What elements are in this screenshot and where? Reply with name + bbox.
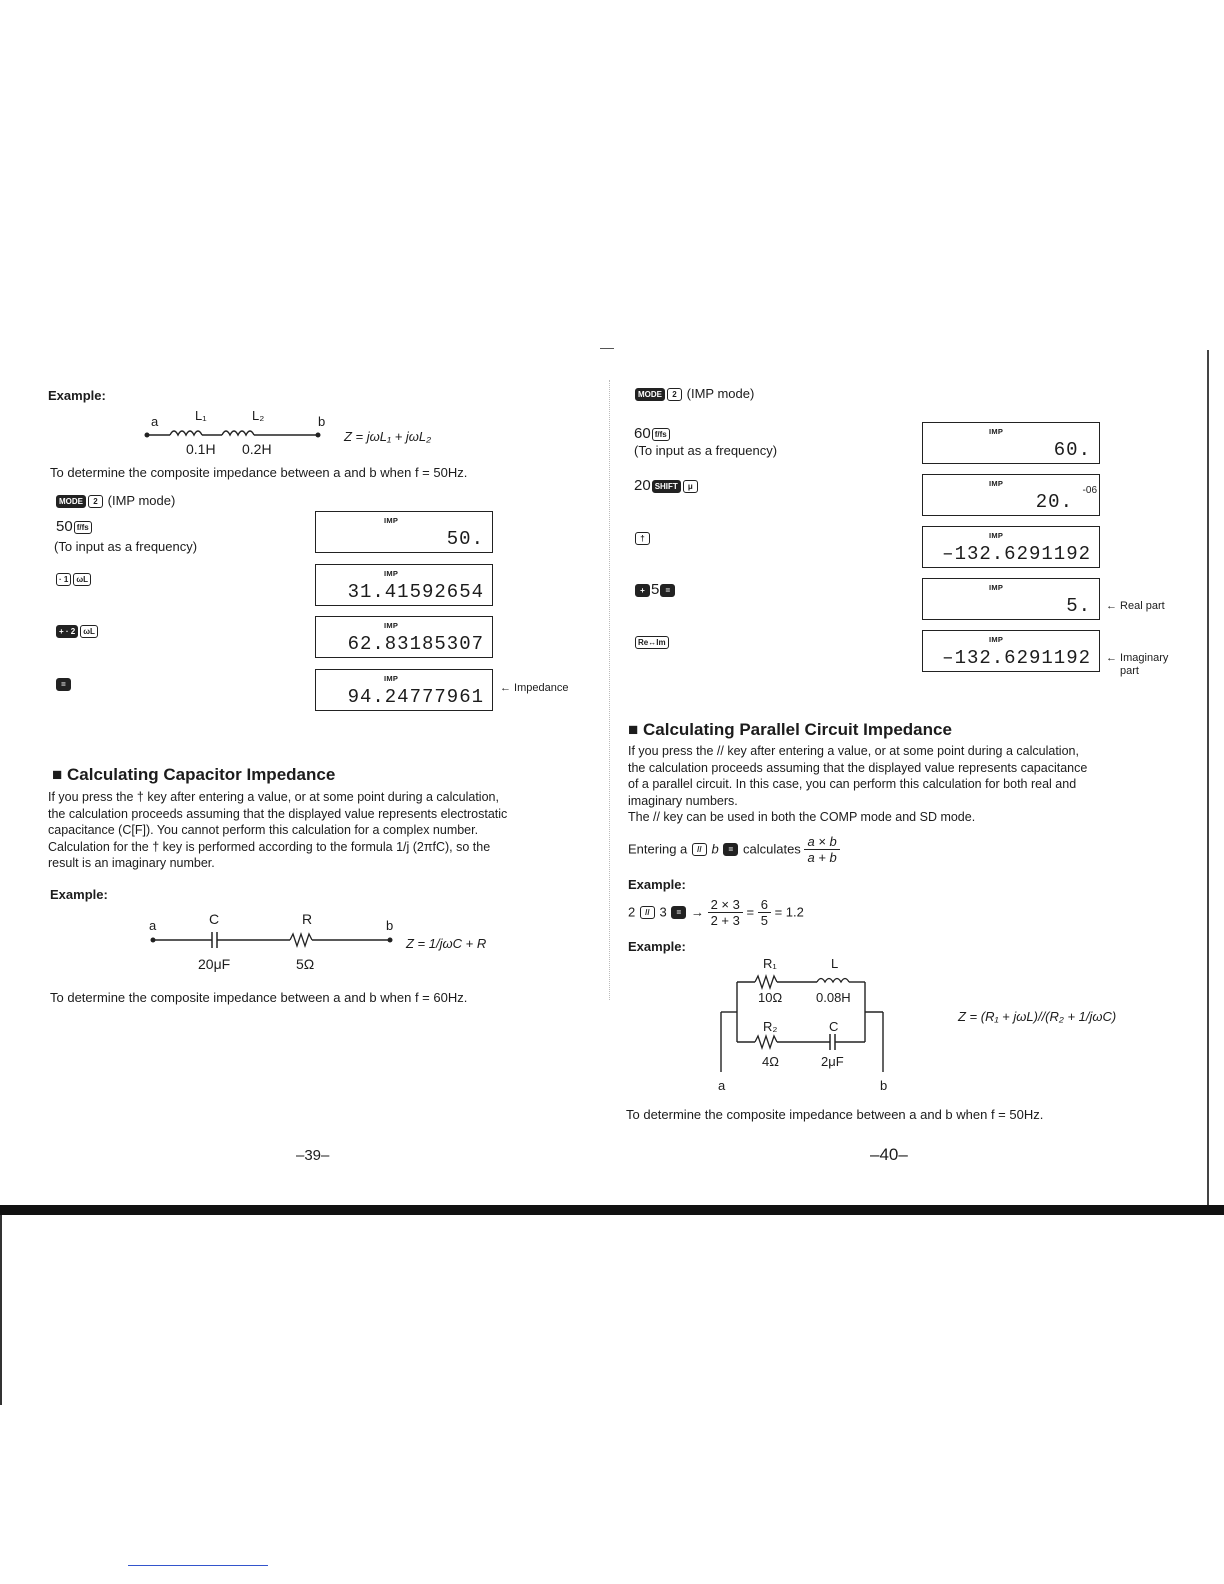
display-r1 <box>922 422 1100 464</box>
circuit3-R1: R₁ <box>763 956 777 971</box>
entering-frac-num: a × b <box>804 834 839 850</box>
display-1 <box>315 511 493 553</box>
example-label-1: Example: <box>48 388 106 403</box>
center-fold <box>609 380 611 1000</box>
cap-line-5: result is an imaginary number. <box>48 856 215 870</box>
display-r5 <box>922 630 1100 672</box>
ex1-fraction-1 <box>708 897 743 928</box>
circuit2-R-value: 5Ω <box>296 956 315 972</box>
step-60-note: (To input as a frequency) <box>634 443 778 458</box>
display-4 <box>315 669 493 711</box>
display-1-value: 50. <box>446 528 484 550</box>
re-im-key-icon: Re↔Im <box>635 636 669 649</box>
step-equals <box>55 676 72 692</box>
cap-line-4: Calculation for the † key is performed according to the formula 1/j (2πfC), so the <box>48 839 491 854</box>
display-r2-indicator: IMP <box>989 479 1004 488</box>
page-number-40: –40– <box>870 1145 908 1164</box>
display-4-indicator: IMP <box>384 674 399 683</box>
real-part-label: ← Real part <box>1106 600 1165 612</box>
cap-line-3: capacitance (C[F]). You cannot perform this calculation for a complex number. <box>48 823 479 837</box>
circuit1-node-b: b <box>318 414 326 429</box>
display-r3-indicator: IMP <box>989 531 1004 540</box>
parallel-key-icon-2: // <box>640 906 655 919</box>
step-plus-dot-2 <box>55 623 99 639</box>
display-r4-value: 5. <box>1066 595 1091 617</box>
ex1-pre: 2 <box>628 904 636 920</box>
mode-text-right: (IMP mode) <box>686 386 755 401</box>
mode-key: MODE <box>56 495 86 508</box>
ex1-fraction-2 <box>758 897 771 928</box>
parallel-heading: ■ Calculating Parallel Circuit Impedance <box>628 720 952 739</box>
top-center-mark <box>600 348 614 349</box>
right-edge-line <box>1207 350 1209 1210</box>
circuit3-C: C <box>829 1019 839 1034</box>
capacitor-key-icon: † <box>635 532 650 545</box>
display-r3 <box>922 526 1100 568</box>
parallel-circuit-diagram <box>715 970 895 1080</box>
step-20-digits: 20 <box>634 477 651 494</box>
step-re-im <box>634 634 670 650</box>
circuit3-node-a: a <box>718 1078 726 1093</box>
circuit2-formula: Z = 1/jωC + R <box>406 936 487 951</box>
par-line-4: imaginary numbers. <box>628 793 738 808</box>
two-key: 2 <box>88 495 103 508</box>
display-3-indicator: IMP <box>384 621 399 630</box>
step-cap-key <box>634 530 651 546</box>
example-parallel-calc: 2 // 3 = → $\frac{2 \times 3}{2 + 3}$ = $\frac{6}{5}$ = 1.2 <box>628 897 804 928</box>
series-inductor-circuit <box>130 405 350 455</box>
circuit1-L2: L₂ <box>252 408 265 423</box>
circuit3-formula: Z = (R₁ + jωL)//(R₂ + 1/jωC) <box>958 1009 1117 1024</box>
imaginary-label: ← Imaginary <box>1106 652 1169 664</box>
display-2-indicator: IMP <box>384 569 399 578</box>
equals-key-icon-3: = <box>671 906 686 919</box>
f-key-icon-right: f/fs <box>652 428 670 441</box>
entering-frac-den: a + b <box>807 850 837 865</box>
left-edge-line <box>0 1215 2 1405</box>
equals-key-icon-right: = <box>660 584 675 597</box>
plus-key-icon: + <box>635 584 650 597</box>
circuit1-formula: Z = jωL₁ + jωL₂ <box>344 429 432 444</box>
display-r5-indicator: IMP <box>989 635 1004 644</box>
determine-text-r: To determine the composite impedance between a and b when f = 50Hz. <box>626 1107 1044 1122</box>
determine-text-2: To determine the composite impedance between a and b when f = 60Hz. <box>50 990 468 1005</box>
entering-formula <box>628 834 840 865</box>
circuit3-R2-value: 4Ω <box>762 1054 779 1069</box>
bottom-scan-bar <box>0 1205 1224 1215</box>
step-60-digits: 60 <box>634 425 651 442</box>
rc-series-circuit <box>140 928 400 952</box>
entering-fraction <box>804 834 839 865</box>
two-key-right: 2 <box>667 388 682 401</box>
circuit1-L2-value: 0.2H <box>242 441 272 457</box>
imaginary-part-label: part <box>1120 665 1139 677</box>
circuit1-node-a: a <box>151 414 159 429</box>
step-50 <box>56 519 93 535</box>
step-plus-5 <box>634 582 676 598</box>
cap-line-1: If you press the † key after entering a value, or at some point during a calculation, <box>48 790 499 804</box>
step-plus-keys: + · 2 <box>56 625 78 638</box>
display-3 <box>315 616 493 658</box>
parallel-key-icon: // <box>692 843 707 856</box>
mode-text: (IMP mode) <box>107 493 176 508</box>
display-2 <box>315 564 493 606</box>
display-r5-value: –132.6291192 <box>942 647 1091 669</box>
shift-key-icon: SHIFT <box>652 480 681 493</box>
ex1-frac2-num: 6 <box>758 897 771 913</box>
equals-key-icon: = <box>56 678 71 691</box>
equals-key-icon-2: = <box>723 843 738 856</box>
circuit2-C: C <box>209 911 220 927</box>
capacitor-heading: ■ Calculating Capacitor Impedance <box>52 765 336 784</box>
mode-step-left <box>55 493 175 509</box>
circuit3-L: L <box>831 956 839 971</box>
circuit3-node-b: b <box>880 1078 888 1093</box>
step-20 <box>634 478 699 494</box>
bottom-link-line <box>128 1565 268 1566</box>
entering-pre: Entering a <box>628 841 688 857</box>
step-50-note: (To input as a frequency) <box>54 539 198 554</box>
mode-key-right: MODE <box>635 388 665 401</box>
page-number-39: –39– <box>296 1147 330 1164</box>
display-r4-indicator: IMP <box>989 583 1004 592</box>
ex1-frac2-den: 5 <box>760 913 768 928</box>
entering-b: b <box>711 841 719 857</box>
ex1-mid: 3 <box>659 904 667 920</box>
circuit2-node-a: a <box>149 918 157 933</box>
omega-l-key-icon: ωL <box>73 573 91 586</box>
display-r3-value: –132.6291192 <box>942 543 1091 565</box>
par-line-3: of a parallel circuit. In this case, you can perform this calculation for both real and <box>628 777 1077 791</box>
example-label-2: Example: <box>50 887 108 902</box>
mode-step-right <box>634 386 754 402</box>
circuit3-R2: R₂ <box>763 1019 778 1034</box>
circuit2-C-value: 20μF <box>198 956 231 972</box>
par-line-5: The // key can be used in both the COMP mode and SD mode. <box>628 810 976 824</box>
circuit2-node-b: b <box>386 918 394 933</box>
par-line-1: If you press the // key after entering a value, or at some point during a calculation, <box>628 744 1079 758</box>
entering-post: calculates <box>743 841 801 857</box>
micro-key-icon: μ <box>683 480 698 493</box>
example-label-r2: Example: <box>628 939 686 954</box>
circuit3-R1-value: 10Ω <box>758 990 783 1005</box>
circuit1-L1: L₁ <box>195 408 207 423</box>
display-3-value: 62.83185307 <box>347 633 484 655</box>
circuit3-C-value: 2μF <box>821 1054 844 1069</box>
display-r2-value: 20. <box>1035 491 1073 513</box>
circuit3-L-value: 0.08H <box>816 990 851 1005</box>
display-2-value: 31.41592654 <box>347 581 484 603</box>
cap-line-2: the calculation proceeds assuming that the displayed value represents electrostatic <box>48 806 508 821</box>
parallel-paragraph <box>628 743 1087 826</box>
display-r4 <box>922 578 1100 620</box>
impedance-label: ← Impedance <box>500 682 569 694</box>
ex1-frac1-den: 2 + 3 <box>710 913 740 928</box>
ex1-frac1-num: 2 × 3 <box>708 897 743 913</box>
step-dot-1-keys: · 1 <box>56 573 71 586</box>
display-1-indicator: IMP <box>384 516 399 525</box>
f-key-icon: f/fs <box>74 521 92 534</box>
omega-l-key-icon-2: ωL <box>80 625 98 638</box>
step-dot-1 <box>55 571 92 587</box>
step-50-digits: 50 <box>56 518 73 535</box>
determine-text-1: To determine the composite impedance between a and b when f = 50Hz. <box>50 465 468 480</box>
circuit1-L1-value: 0.1H <box>186 441 216 457</box>
display-4-value: 94.24777961 <box>347 686 484 708</box>
step-5-digit: 5 <box>651 581 660 598</box>
display-r1-indicator: IMP <box>989 427 1004 436</box>
par-line-2: the calculation proceeds assuming that the displayed value represents capacitance <box>628 760 1088 775</box>
display-r2 <box>922 474 1100 516</box>
step-60 <box>634 426 671 442</box>
capacitor-paragraph <box>48 789 507 872</box>
display-r1-value: 60. <box>1053 439 1091 461</box>
example-label-r1: Example: <box>628 877 686 892</box>
circuit2-R: R <box>302 911 313 927</box>
display-r2-exponent: -06 <box>1082 485 1097 496</box>
ex1-result: = 1.2 <box>774 904 804 920</box>
